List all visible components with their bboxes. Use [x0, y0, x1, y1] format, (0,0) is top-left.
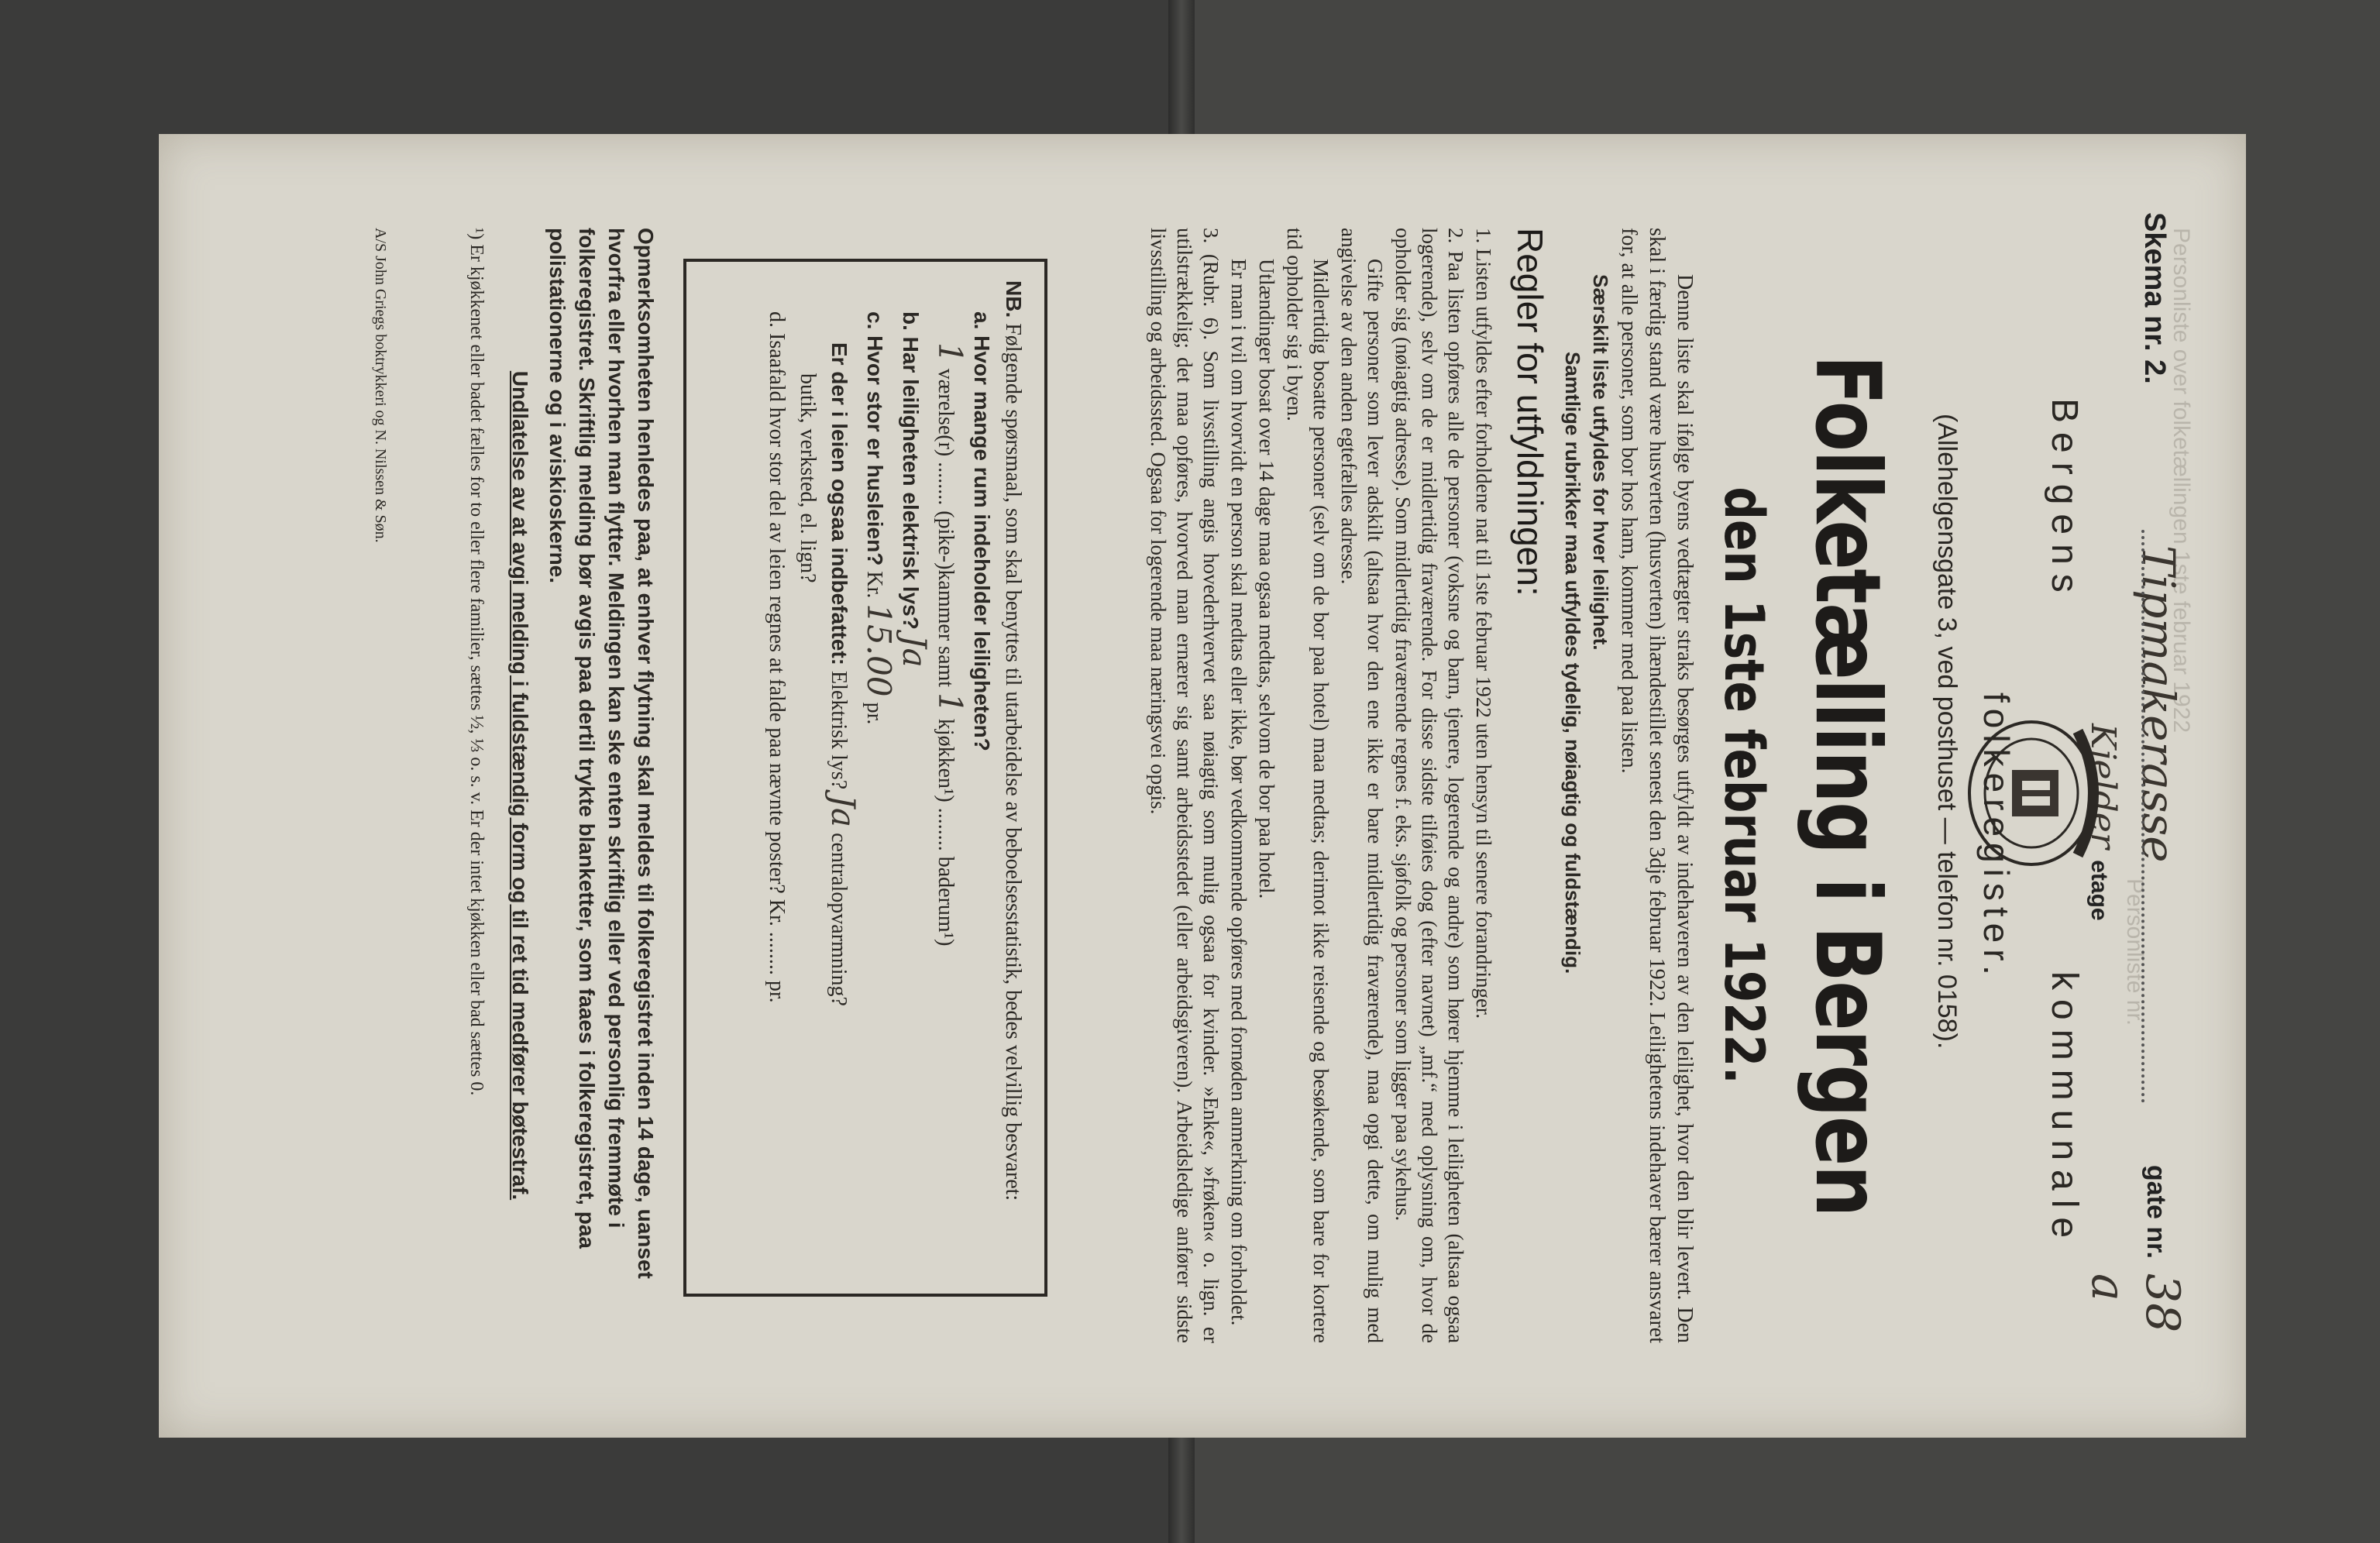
rule-2-temporary: Midlertidig bosatte personer (selv om de bor paa hotel) maa medtas; derimot ikke reisende og besøkende, som bare for kortere tid opholder sig i byen. — [1283, 228, 1333, 1343]
rent-kr-label: Kr. — [862, 571, 886, 599]
question-c — [858, 280, 898, 1275]
kitchen-handwritten: 1 — [931, 692, 969, 713]
question-b-text: b. Har leiligheten elektrisk lys? — [899, 311, 923, 630]
kitchen-label: kjøkken¹) — [934, 718, 958, 802]
rule-2-doubt: Er man i tvil om hvorvidt en person skal medtas eller ikke, bør vedkommende opføres med fornøden anmerkning om forholdet. — [1227, 259, 1250, 1326]
organization-bergens: Bergens — [2044, 398, 2085, 602]
question-c-text: c. Hvor stor er husleien? — [863, 311, 887, 566]
rules-text — [1144, 228, 1497, 1343]
gate-number-label: gate nr. — [2141, 1165, 2171, 1259]
question-d: d. Isaafald hvor stor del av leien regnes at falde paa nævnte poster? Kr. ........ pr. — [765, 311, 789, 1003]
bath-label: baderum¹) — [934, 856, 958, 947]
intro-paragraph: Denne liste skal ifølge byens vedtægter straks besørges utfyldt av indehaveren av den leilighet, hvor den blir levert. Den skal i færdig stand være husverten (husverten) ihændestillet senest den 3dje februar 1922. Leilighetens indehaver bærer ansvaret for, at alle personer, som bor hos ham, kommer med paa listen. — [1617, 228, 1697, 1343]
question-d-text: d. Isaafald hvor stor del av leien regnes at falde paa nævnte poster? — [765, 311, 789, 894]
rooms-handwritten: 1 — [931, 342, 969, 363]
rooms-label: værelse(r) — [934, 368, 958, 457]
bleed-through-text-2: Personliste nr. — [2122, 878, 2148, 1026]
floor-label: etage — [2086, 860, 2112, 921]
rotated-page-content — [211, 181, 2194, 1390]
intro-separate-list: Særskilt liste utfyldes for hver leilighet. — [1589, 274, 1612, 651]
electric-handwritten: Ja — [896, 634, 934, 668]
page-title: Folketælling i Bergen — [1795, 355, 1900, 1216]
footnote: ¹) Er kjøkkenet eller badet fælles for to eller flere familier, sættes ½, ⅓ o. s. v. Er der intet kjøkken eller bad sættes 0. — [466, 228, 487, 1096]
nb-label: NB. — [1002, 280, 1026, 318]
intro-text — [1559, 228, 1698, 1343]
printer-name: A/S John Griegs boktrykkeri og N. Nilssen & Søn. — [372, 228, 389, 543]
included-question: Er der i leien ogsaa indbefattet: — [827, 342, 851, 665]
included-row — [823, 280, 862, 1275]
question-d-kr: Kr. — [765, 899, 789, 926]
rule-2-married: Gifte personer som lever adskilt (altsaa hvor den ene ikke er bare midlertidig fraværende), maa opgi dette, om mulig med angivelse av den anden egtefælles adresse. — [1337, 228, 1387, 1343]
included-shop: butik, verksted, el. lign? — [796, 373, 820, 583]
rule-3: 3. (Rubr. 6). Som livsstilling angis hovederhvervet saa nøiagtig som mulig ogsaa for kvinder. »Enke«, »frøken« o. lign. er utilstrækkelig; det maa opføres, hvorved man ernærer sig samt arbeidsstedet (eller arbeidsgiveren). Arbeidsledige anfører sidste livsstilling og arbeidssted. Ogsaa for logerende maa næringsvei opgis. — [1147, 228, 1223, 1343]
rules-heading: Regler for utfyldningen: — [1510, 228, 1550, 596]
floor-handwritten: Kjelder — [2083, 723, 2123, 849]
rule-2: 2. Paa listen opføres alle de personer (voksne og barn, tjenere, logerende og andre) som hører hjemme i leiligheten (altsaa ogsaa logerende), selv om de er midlertidig fraværende. For disse sidste tilføies dog (efter navnet) „mf.“ med oplysning om, hvor de opholder sig (nøiagtig adresse). Som midlertidig fraværende regnes f. eks. sjøfolk og personer som ligger paa sykehus. — [1391, 228, 1467, 1343]
nb-intro-row — [997, 280, 1029, 1275]
organization-address: (Allehelgensgate 3, ved posthuset — telefon nr. 0158). — [1932, 414, 1962, 1050]
schema-number: Skema nr. 2. — [2138, 212, 2171, 384]
question-a — [965, 280, 997, 1275]
included-central-heating: centralopvarmning? — [827, 833, 851, 1006]
street-name-handwritten: Tipmakerasse — [2132, 545, 2185, 863]
bleed-through-text-1: Personliste over folketællingen 1ste februar 1922 — [2168, 228, 2194, 734]
organization-line-2: folkeregister. — [1976, 692, 2017, 981]
rent-pr-label: pr. — [862, 702, 886, 725]
organization-kommunale: kommunale — [2044, 971, 2085, 1248]
street-dotted-line — [2141, 530, 2144, 1103]
question-b — [894, 280, 934, 1275]
included-electric: Elektrisk lys? — [827, 670, 851, 790]
page-subtitle: den 1ste februar 1922. — [1712, 486, 1776, 1084]
pike-label: (pike-)kammer samt — [934, 510, 958, 688]
moving-notice-text: Opmerksomheten henledes paa, at enhver flytning skal meldes til folkeregistret inden 14 dage, uanset hvorfra eller hvorhen man flytter. Meldingen kan ske enten skriftlig eller ved personlig fremmøte i folkeregistret. Skriftlig melding bør avgis paa dertil trykte blanketter, som faaes i folkeregistret, paa polistationerne og i aviskioskerne. — [545, 228, 658, 1279]
intro-all-columns: Samtlige rubrikker maa utfyldes tydelig, nøiagtig og fuldstændig. — [1561, 352, 1584, 974]
answer-a-row: 1 værelse(r) ........ (pike-)kammer samt 1 kjøkken¹) ........ baderum¹) — [931, 342, 969, 947]
rent-handwritten: 15.00 — [860, 603, 898, 697]
moving-notice — [497, 228, 660, 1343]
printer-imprint — [371, 228, 389, 1343]
penalty-notice: Undlatelse av at avgi melding i fuldstændig form og til ret tid medfører bøtestraf. — [508, 370, 532, 1201]
rule-1: 1. Listen utfyldes efter forholdene nat til 1ste februar 1922 uten hensyn til senere forandringer. — [1472, 228, 1495, 1019]
rule-2-foreigners: Utlændinger bosat over 14 dage maa ogsaa medtas, selvom de bor paa hotel. — [1255, 259, 1278, 899]
gate-number-handwritten: 38 a — [2081, 1273, 2189, 1333]
question-d-pr: pr. — [765, 980, 789, 1003]
housing-questions-box — [683, 259, 1047, 1297]
question-a-text: a. Hvor mange rum indeholder leiligheten? — [970, 311, 994, 751]
included-electric-handwritten: Ja — [824, 795, 862, 828]
nb-intro: Følgende spørsmaal, som skal benyttes til utarbeidelse av beboelsesstatistik, bedes velvillig besvaret: — [1001, 323, 1025, 1201]
